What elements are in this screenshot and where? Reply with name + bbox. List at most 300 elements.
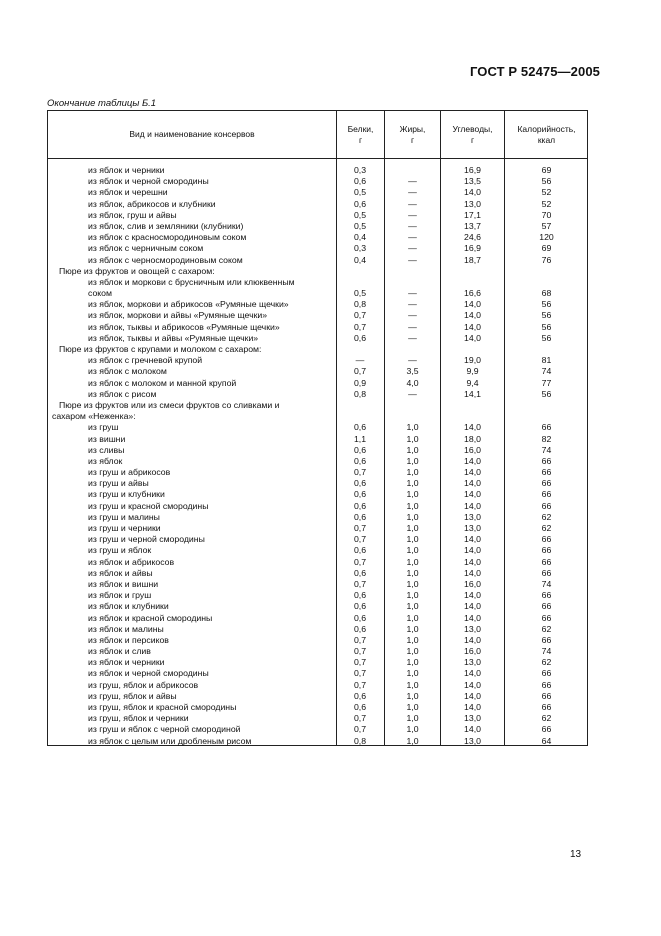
- fat-cell: 1,0: [406, 702, 419, 712]
- carbs-cell: 13,0: [464, 623, 481, 634]
- protein-cell: 0,6: [353, 422, 367, 433]
- calories-cell: 57: [541, 220, 552, 231]
- calories-cell: 56: [541, 321, 552, 332]
- table-row: [48, 378, 587, 389]
- product-name-cell: из груш и красной смородины: [88, 500, 209, 511]
- carbs-cell: 14,0: [464, 467, 481, 478]
- table-row: [48, 445, 587, 456]
- calories-cell: 62: [541, 523, 552, 533]
- carbs-cell: 14,0: [464, 422, 481, 433]
- table-row: [48, 366, 587, 377]
- fat-cell: 1,0: [406, 690, 419, 701]
- page-number: 13: [570, 849, 582, 860]
- product-name-cell: из груш и клубники: [88, 489, 165, 500]
- calories-cell: 66: [541, 601, 552, 612]
- protein-cell: 0,6: [353, 478, 367, 489]
- carbs-cell: 14,1: [464, 388, 481, 399]
- carbs-cell: 14,0: [464, 489, 481, 500]
- product-name-cell: из яблок с гречневой крупой: [88, 355, 203, 366]
- protein-cell: 0,6: [353, 511, 367, 522]
- table-row: [48, 635, 587, 646]
- protein-cell: 0,5: [353, 220, 367, 231]
- protein-cell: 0,6: [353, 500, 367, 511]
- carbs-cell: 13,7: [464, 220, 481, 231]
- calories-cell: 56: [541, 299, 552, 310]
- table-row: [48, 713, 587, 724]
- protein-cell: 0,7: [353, 366, 367, 377]
- protein-cell: 0,6: [353, 702, 367, 712]
- carbs-cell: 14,0: [464, 299, 481, 310]
- carbs-cell: 13,0: [464, 735, 481, 746]
- table-row: [48, 165, 587, 176]
- protein-cell: 0,7: [353, 657, 367, 668]
- carbs-cell: 14,0: [464, 556, 481, 567]
- protein-cell: 0,7: [353, 556, 367, 567]
- table-row: [48, 411, 587, 422]
- product-name-cell: из яблок с молоком и манной крупой: [88, 377, 237, 388]
- carbs-cell: 24,6: [464, 232, 481, 243]
- fat-cell: 4,0: [406, 377, 419, 388]
- product-name-cell: из яблок, груш и айвы: [88, 209, 177, 220]
- carbs-cell: 16,6: [464, 288, 481, 299]
- product-name-cell: из груш и яблок: [88, 545, 152, 556]
- fat-cell: 1,0: [406, 657, 419, 668]
- product-name-cell: Пюре из фруктов или из смеси фруктов со сливками и: [59, 399, 280, 410]
- table-row: [48, 680, 587, 691]
- product-name-cell: из яблок и груш: [88, 590, 152, 601]
- table-row: [48, 523, 587, 534]
- table-row: [48, 702, 587, 713]
- carbs-cell: 9,9: [466, 366, 479, 377]
- column-header-name: Вид и наименование консервов: [129, 129, 255, 139]
- carbs-cell: 14,0: [464, 534, 481, 545]
- fat-cell: —: [408, 243, 417, 254]
- fat-cell: 1,0: [406, 455, 419, 466]
- product-name-cell: из яблок с красносмородиновым соком: [88, 232, 247, 243]
- calories-cell: 82: [541, 433, 552, 444]
- carbs-cell: 13,0: [464, 713, 481, 724]
- product-name-cell: из яблок, тыквы и абрикосов «Румяные щечки»: [88, 321, 280, 332]
- table-row: [48, 277, 587, 288]
- carbs-cell: 14,0: [464, 612, 481, 623]
- protein-cell: 0,7: [353, 321, 367, 332]
- calories-cell: 56: [541, 332, 552, 343]
- fat-cell: 1,0: [406, 578, 419, 589]
- fat-cell: 1,0: [406, 668, 419, 679]
- protein-cell: 0,7: [353, 668, 367, 679]
- product-name-cell: из груш и малины: [88, 511, 160, 522]
- product-name-cell: из груш и черной смородины: [88, 534, 205, 545]
- fat-cell: 1,0: [406, 724, 419, 735]
- fat-cell: —: [408, 310, 417, 321]
- product-name-cell: из яблок и айвы: [88, 567, 153, 578]
- calories-cell: 56: [541, 388, 552, 399]
- carbs-cell: 13,0: [464, 657, 481, 668]
- carbs-cell: 16,9: [464, 243, 481, 254]
- protein-cell: 0,4: [353, 254, 367, 265]
- fat-cell: 1,0: [406, 433, 419, 444]
- calories-cell: 62: [541, 713, 552, 724]
- fat-cell: 1,0: [406, 623, 419, 634]
- calories-cell: 69: [541, 243, 552, 254]
- table-row: [48, 243, 587, 254]
- table-row: [48, 668, 587, 679]
- fat-cell: 1,0: [406, 567, 419, 578]
- table-row: [48, 646, 587, 657]
- calories-cell: 64: [541, 735, 552, 746]
- table-row: [48, 534, 587, 545]
- protein-cell: 0,5: [353, 288, 367, 299]
- carbs-cell: 14,0: [464, 545, 481, 556]
- carbs-cell: 14,0: [464, 455, 481, 466]
- protein-cell: 0,7: [353, 713, 367, 724]
- protein-cell: 0,6: [353, 455, 367, 466]
- fat-cell: 1,0: [406, 500, 419, 511]
- calories-cell: 66: [541, 679, 552, 690]
- calories-cell: 66: [541, 489, 552, 500]
- carbs-cell: 9,4: [466, 377, 479, 388]
- table-row: [48, 232, 587, 243]
- table-row: [48, 545, 587, 556]
- table-row: [48, 210, 587, 221]
- carbs-cell: 18,7: [464, 254, 481, 265]
- table-row: [48, 467, 587, 478]
- fat-cell: 1,0: [406, 523, 419, 533]
- product-name-cell: из яблок и черной смородины: [88, 668, 209, 679]
- product-name-cell: из яблок и моркови с брусничным или клюквенным: [88, 276, 295, 287]
- protein-cell: 0,6: [353, 690, 367, 701]
- carbs-cell: 14,0: [464, 310, 481, 321]
- fat-cell: 1,0: [406, 590, 419, 601]
- table-row: [48, 187, 587, 198]
- fat-cell: 1,0: [406, 679, 419, 690]
- calories-cell: 66: [541, 534, 552, 545]
- calories-cell: 62: [541, 623, 552, 634]
- protein-cell: 0,3: [353, 165, 367, 175]
- table-row: [48, 221, 587, 232]
- carbs-cell: 17,1: [464, 209, 481, 220]
- calories-cell: 66: [541, 422, 552, 433]
- protein-cell: 0,6: [353, 198, 367, 209]
- protein-cell: 0,7: [353, 634, 367, 645]
- product-name-cell: из яблок, моркови и айвы «Румяные щечки»: [88, 310, 268, 321]
- table-body: [48, 165, 587, 747]
- carbs-cell: 14,0: [464, 601, 481, 612]
- table-row: [48, 724, 587, 735]
- protein-cell: 0,5: [353, 187, 367, 198]
- product-name-cell: из яблок с рисом: [88, 388, 157, 399]
- protein-cell: 0,7: [353, 467, 367, 478]
- fat-cell: 1,0: [406, 634, 419, 645]
- table-row: [48, 501, 587, 512]
- protein-cell: 1,1: [353, 433, 367, 444]
- calories-cell: 66: [541, 612, 552, 623]
- protein-cell: 0,6: [353, 444, 367, 455]
- table-row: [48, 199, 587, 210]
- carbs-cell: 16,0: [464, 444, 481, 455]
- calories-cell: 62: [541, 657, 552, 668]
- carbs-cell: 16,9: [464, 165, 481, 175]
- column-header-protein: Белки, г: [347, 123, 374, 145]
- calories-cell: 69: [541, 165, 552, 175]
- product-name-cell: соком: [88, 288, 112, 299]
- table-row: [48, 512, 587, 523]
- calories-cell: 66: [541, 724, 552, 735]
- table-row: [48, 590, 587, 601]
- calories-cell: 66: [541, 455, 552, 466]
- table-row: [48, 736, 587, 747]
- protein-cell: 0,7: [353, 724, 367, 735]
- product-name-cell: из яблок с черносмородиновым соком: [88, 254, 243, 265]
- table-row: [48, 355, 587, 366]
- product-name-cell: из яблок с целым или дробленым рисом: [88, 735, 252, 746]
- calories-cell: 76: [541, 254, 552, 265]
- table-row: [48, 434, 587, 445]
- calories-cell: 66: [541, 634, 552, 645]
- carbs-cell: 14,0: [464, 634, 481, 645]
- product-name-cell: из яблок, тыквы и айвы «Румяные щечки»: [88, 332, 259, 343]
- table-row: [48, 299, 587, 310]
- calories-cell: 66: [541, 567, 552, 578]
- product-name-cell: из яблок и персиков: [88, 634, 169, 645]
- product-name-cell: из яблок и черной смородины: [88, 176, 209, 187]
- fat-cell: 3,5: [406, 366, 419, 377]
- product-name-cell: из груш и черники: [88, 523, 161, 533]
- calories-cell: 56: [541, 310, 552, 321]
- calories-cell: 66: [541, 467, 552, 478]
- product-name-cell: сахаром «Неженка»:: [52, 411, 136, 422]
- carbs-cell: 16,0: [464, 578, 481, 589]
- product-name-cell: из груш и айвы: [88, 478, 149, 489]
- carbs-cell: 14,0: [464, 187, 481, 198]
- carbs-cell: 14,0: [464, 724, 481, 735]
- carbs-cell: 14,0: [464, 321, 481, 332]
- product-name-cell: из яблок и слив: [88, 646, 151, 657]
- protein-cell: 0,3: [353, 243, 367, 254]
- carbs-cell: 14,0: [464, 332, 481, 343]
- table-caption: Окончание таблицы Б.1: [47, 98, 157, 109]
- protein-cell: 0,6: [353, 623, 367, 634]
- table-row: [48, 266, 587, 277]
- product-name-cell: из груш, яблок и красной смородины: [88, 702, 237, 712]
- product-name-cell: из яблок и черешни: [88, 187, 168, 198]
- fat-cell: 1,0: [406, 601, 419, 612]
- product-name-cell: из груш и яблок с черной смородиной: [88, 724, 241, 735]
- fat-cell: —: [408, 388, 417, 399]
- document-code: ГОСТ Р 52475—2005: [470, 64, 600, 79]
- fat-cell: 1,0: [406, 713, 419, 724]
- protein-cell: 0,6: [353, 489, 367, 500]
- product-name-cell: из яблок с черничным соком: [88, 243, 204, 254]
- fat-cell: 1,0: [406, 489, 419, 500]
- nutrition-table: [47, 110, 588, 746]
- fat-cell: —: [408, 288, 417, 299]
- protein-cell: 0,7: [353, 578, 367, 589]
- carbs-cell: 13,0: [464, 198, 481, 209]
- protein-cell: 0,7: [353, 534, 367, 545]
- carbs-cell: 16,0: [464, 646, 481, 657]
- product-name-cell: из груш, яблок и абрикосов: [88, 679, 199, 690]
- protein-cell: 0,8: [353, 299, 367, 310]
- carbs-cell: 18,0: [464, 433, 481, 444]
- table-row: [48, 176, 587, 187]
- calories-cell: 74: [541, 444, 552, 455]
- calories-cell: 56: [541, 176, 552, 187]
- fat-cell: —: [408, 299, 417, 310]
- table-row: [48, 557, 587, 568]
- table-row: [48, 691, 587, 702]
- calories-cell: 66: [541, 478, 552, 489]
- fat-cell: —: [408, 254, 417, 265]
- protein-cell: 0,6: [353, 567, 367, 578]
- carbs-cell: 14,0: [464, 702, 481, 712]
- fat-cell: —: [408, 187, 417, 198]
- product-name-cell: из яблок и черники: [88, 165, 165, 175]
- protein-cell: 0,6: [353, 545, 367, 556]
- table-row: [48, 456, 587, 467]
- header-divider: [48, 158, 587, 159]
- protein-cell: 0,7: [353, 523, 367, 533]
- carbs-cell: 13,0: [464, 511, 481, 522]
- product-name-cell: из яблок и малины: [88, 623, 164, 634]
- protein-cell: 0,4: [353, 232, 367, 243]
- column-header-calories: Калорийность, ккал: [517, 123, 576, 145]
- carbs-cell: 13,0: [464, 523, 481, 533]
- fat-cell: 1,0: [406, 478, 419, 489]
- product-name-cell: из яблок, моркови и абрикосов «Румяные щечки»: [88, 299, 289, 310]
- calories-cell: 120: [539, 232, 554, 243]
- product-name-cell: из яблок, слив и земляники (клубники): [88, 220, 244, 231]
- table-row: [48, 288, 587, 299]
- fat-cell: —: [408, 220, 417, 231]
- table-row: [48, 322, 587, 333]
- product-name-cell: из груш: [88, 422, 119, 433]
- table-row: [48, 333, 587, 344]
- protein-cell: 0,8: [353, 735, 367, 746]
- calories-cell: 62: [541, 511, 552, 522]
- protein-cell: 0,5: [353, 209, 367, 220]
- carbs-cell: 14,0: [464, 679, 481, 690]
- table-row: [48, 568, 587, 579]
- table-row: [48, 422, 587, 433]
- fat-cell: 1,0: [406, 444, 419, 455]
- carbs-cell: 14,0: [464, 478, 481, 489]
- carbs-cell: 14,0: [464, 590, 481, 601]
- protein-cell: 0,7: [353, 310, 367, 321]
- product-name-cell: из вишни: [88, 433, 126, 444]
- table-row: [48, 624, 587, 635]
- product-name-cell: Пюре из фруктов и овощей с сахаром:: [59, 265, 215, 276]
- protein-cell: 0,6: [353, 176, 367, 187]
- fat-cell: 1,0: [406, 534, 419, 545]
- calories-cell: 68: [541, 288, 552, 299]
- column-header-fat: Жиры, г: [399, 123, 426, 145]
- fat-cell: 1,0: [406, 467, 419, 478]
- fat-cell: —: [408, 321, 417, 332]
- fat-cell: 1,0: [406, 646, 419, 657]
- table-row: [48, 344, 587, 355]
- table-row: [48, 601, 587, 612]
- product-name-cell: из яблок и красной смородины: [88, 612, 213, 623]
- product-name-cell: из яблок и клубники: [88, 601, 169, 612]
- calories-cell: 66: [541, 556, 552, 567]
- calories-cell: 77: [541, 377, 552, 388]
- table-row: [48, 255, 587, 266]
- carbs-cell: 19,0: [464, 355, 481, 366]
- product-name-cell: из яблок и черники: [88, 657, 165, 668]
- table-row: [48, 613, 587, 624]
- calories-cell: 66: [541, 690, 552, 701]
- table-row: [48, 389, 587, 400]
- table-row: [48, 579, 587, 590]
- protein-cell: 0,7: [353, 646, 367, 657]
- table-row: [48, 310, 587, 321]
- table-row: [48, 478, 587, 489]
- protein-cell: 0,6: [353, 612, 367, 623]
- product-name-cell: из яблок и вишни: [88, 578, 159, 589]
- protein-cell: 0,9: [353, 377, 367, 388]
- fat-cell: —: [408, 232, 417, 243]
- calories-cell: 52: [541, 187, 552, 198]
- fat-cell: 1,0: [406, 422, 419, 433]
- carbs-cell: 14,0: [464, 567, 481, 578]
- protein-cell: 0,6: [353, 332, 367, 343]
- table-row: [48, 657, 587, 668]
- calories-cell: 66: [541, 702, 552, 712]
- fat-cell: 1,0: [406, 556, 419, 567]
- fat-cell: —: [408, 209, 417, 220]
- calories-cell: 81: [541, 355, 552, 366]
- product-name-cell: Пюре из фруктов с крупами и молоком с сахаром:: [59, 344, 262, 354]
- fat-cell: 1,0: [406, 735, 419, 746]
- protein-cell: 0,6: [353, 601, 367, 612]
- table-row: [48, 489, 587, 500]
- fat-cell: —: [408, 355, 417, 366]
- carbs-cell: 14,0: [464, 668, 481, 679]
- fat-cell: 1,0: [406, 545, 419, 556]
- calories-cell: 74: [541, 366, 552, 377]
- protein-cell: 0,6: [353, 590, 367, 601]
- carbs-cell: 13,5: [464, 176, 481, 187]
- carbs-cell: 14,0: [464, 690, 481, 701]
- calories-cell: 74: [541, 578, 552, 589]
- product-name-cell: из груш и абрикосов: [88, 467, 171, 478]
- column-header-carbs: Углеводы, г: [452, 123, 493, 145]
- product-name-cell: из груш, яблок и айвы: [88, 690, 177, 701]
- fat-cell: —: [408, 176, 417, 187]
- product-name-cell: из сливы: [88, 444, 125, 455]
- table-row: [48, 400, 587, 411]
- carbs-cell: 14,0: [464, 500, 481, 511]
- calories-cell: 66: [541, 545, 552, 556]
- product-name-cell: из яблок: [88, 455, 123, 466]
- protein-cell: —: [355, 355, 365, 366]
- product-name-cell: из яблок и абрикосов: [88, 556, 175, 567]
- fat-cell: —: [408, 332, 417, 343]
- fat-cell: 1,0: [406, 511, 419, 522]
- calories-cell: 52: [541, 198, 552, 209]
- calories-cell: 74: [541, 646, 552, 657]
- product-name-cell: из груш, яблок и черники: [88, 713, 189, 724]
- product-name-cell: из яблок с молоком: [88, 366, 167, 377]
- calories-cell: 66: [541, 668, 552, 679]
- protein-cell: 0,7: [353, 679, 367, 690]
- fat-cell: —: [408, 198, 417, 209]
- calories-cell: 66: [541, 500, 552, 511]
- protein-cell: 0,8: [353, 388, 367, 399]
- calories-cell: 70: [541, 209, 552, 220]
- product-name-cell: из яблок, абрикосов и клубники: [88, 198, 216, 209]
